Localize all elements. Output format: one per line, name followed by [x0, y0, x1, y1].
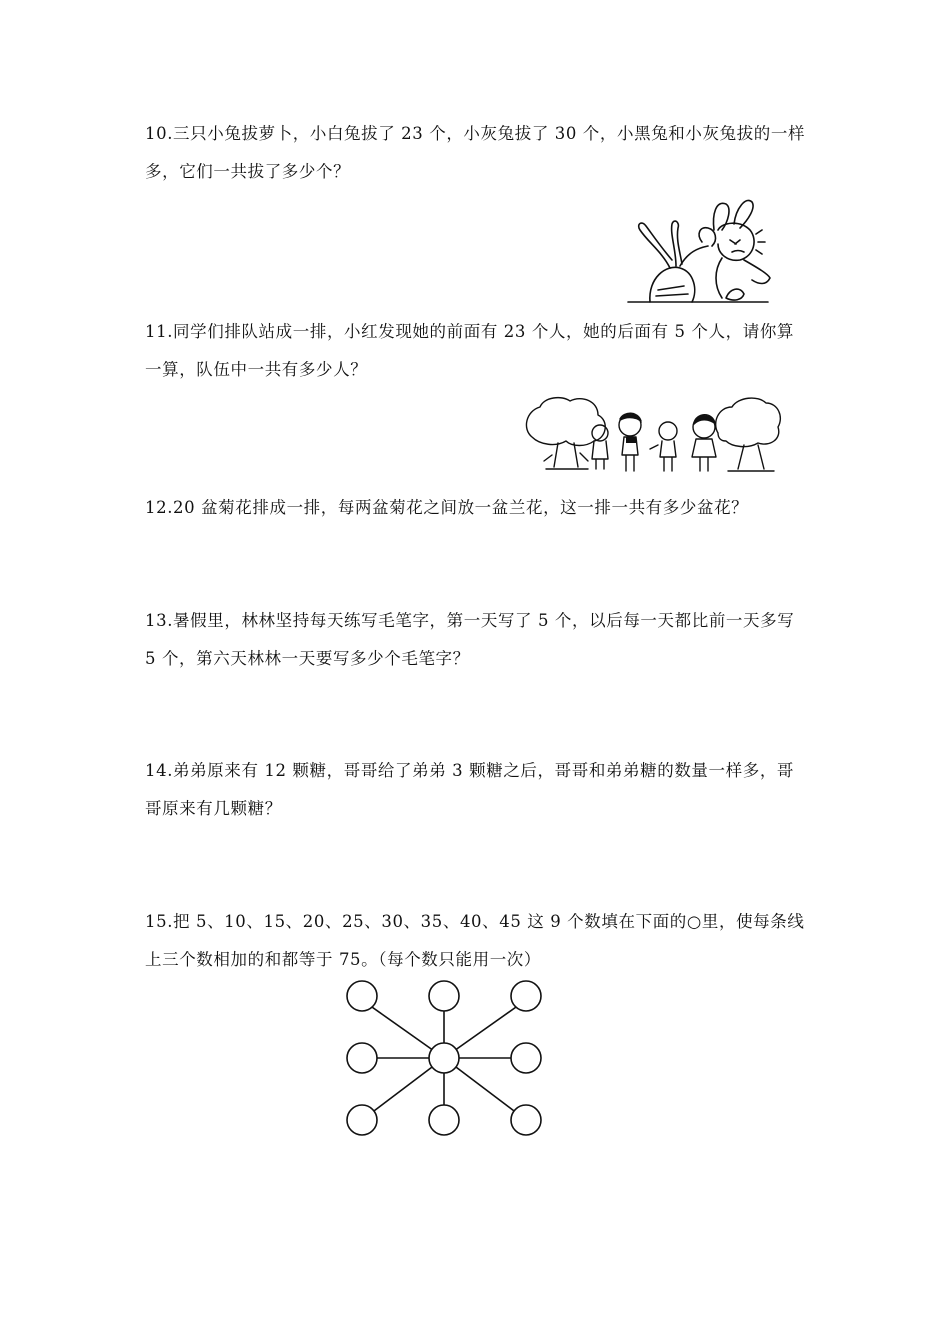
question-14: 14.弟弟原来有 12 颗糖，哥哥给了弟弟 3 颗糖之后，哥哥和弟弟糖的数量一样多，哥哥原来有几颗糖？	[145, 761, 795, 818]
puzzle-circle-bottom-left	[347, 1105, 377, 1135]
question-15: 15.把 5、10、15、20、25、30、35、40、45 这 9 个数填在下面的○里，使每条线上三个数相加的和都等于 75。（每个数只能用一次）	[145, 912, 805, 969]
rabbit-pulling-carrot-illustration	[618, 190, 783, 305]
question-10: 10.三只小兔拔萝卜，小白兔拔了 23 个，小灰兔拔了 30 个，小黑兔和小灰兔拔的一样多，它们一共拔了多少个？	[145, 124, 806, 181]
puzzle-circle-bottom-right	[511, 1105, 541, 1135]
question-12: 12.20 盆菊花排成一排，每两盆菊花之间放一盆兰花，这一排一共有多少盆花？	[145, 498, 749, 517]
puzzle-circle-bottom-middle	[429, 1105, 459, 1135]
circle-line-puzzle-diagram	[340, 978, 555, 1143]
puzzle-circle-middle-right	[511, 1043, 541, 1073]
puzzle-circle-middle-left	[347, 1043, 377, 1073]
puzzle-circle-top-middle	[429, 981, 459, 1011]
children-in-line-illustration	[522, 393, 784, 475]
puzzle-circle-top-left	[347, 981, 377, 1011]
puzzle-circle-center	[429, 1043, 459, 1073]
question-11: 11.同学们排队站成一排，小红发现她的前面有 23 个人，她的后面有 5 个人，请你算一算，队伍中一共有多少人？	[145, 322, 795, 379]
puzzle-circle-top-right	[511, 981, 541, 1011]
question-13: 13.暑假里，林林坚持每天练写毛笔字，第一天写了 5 个，以后每一天都比前一天多写 5 个，第六天林林一天要写多少个毛笔字？	[145, 611, 795, 668]
